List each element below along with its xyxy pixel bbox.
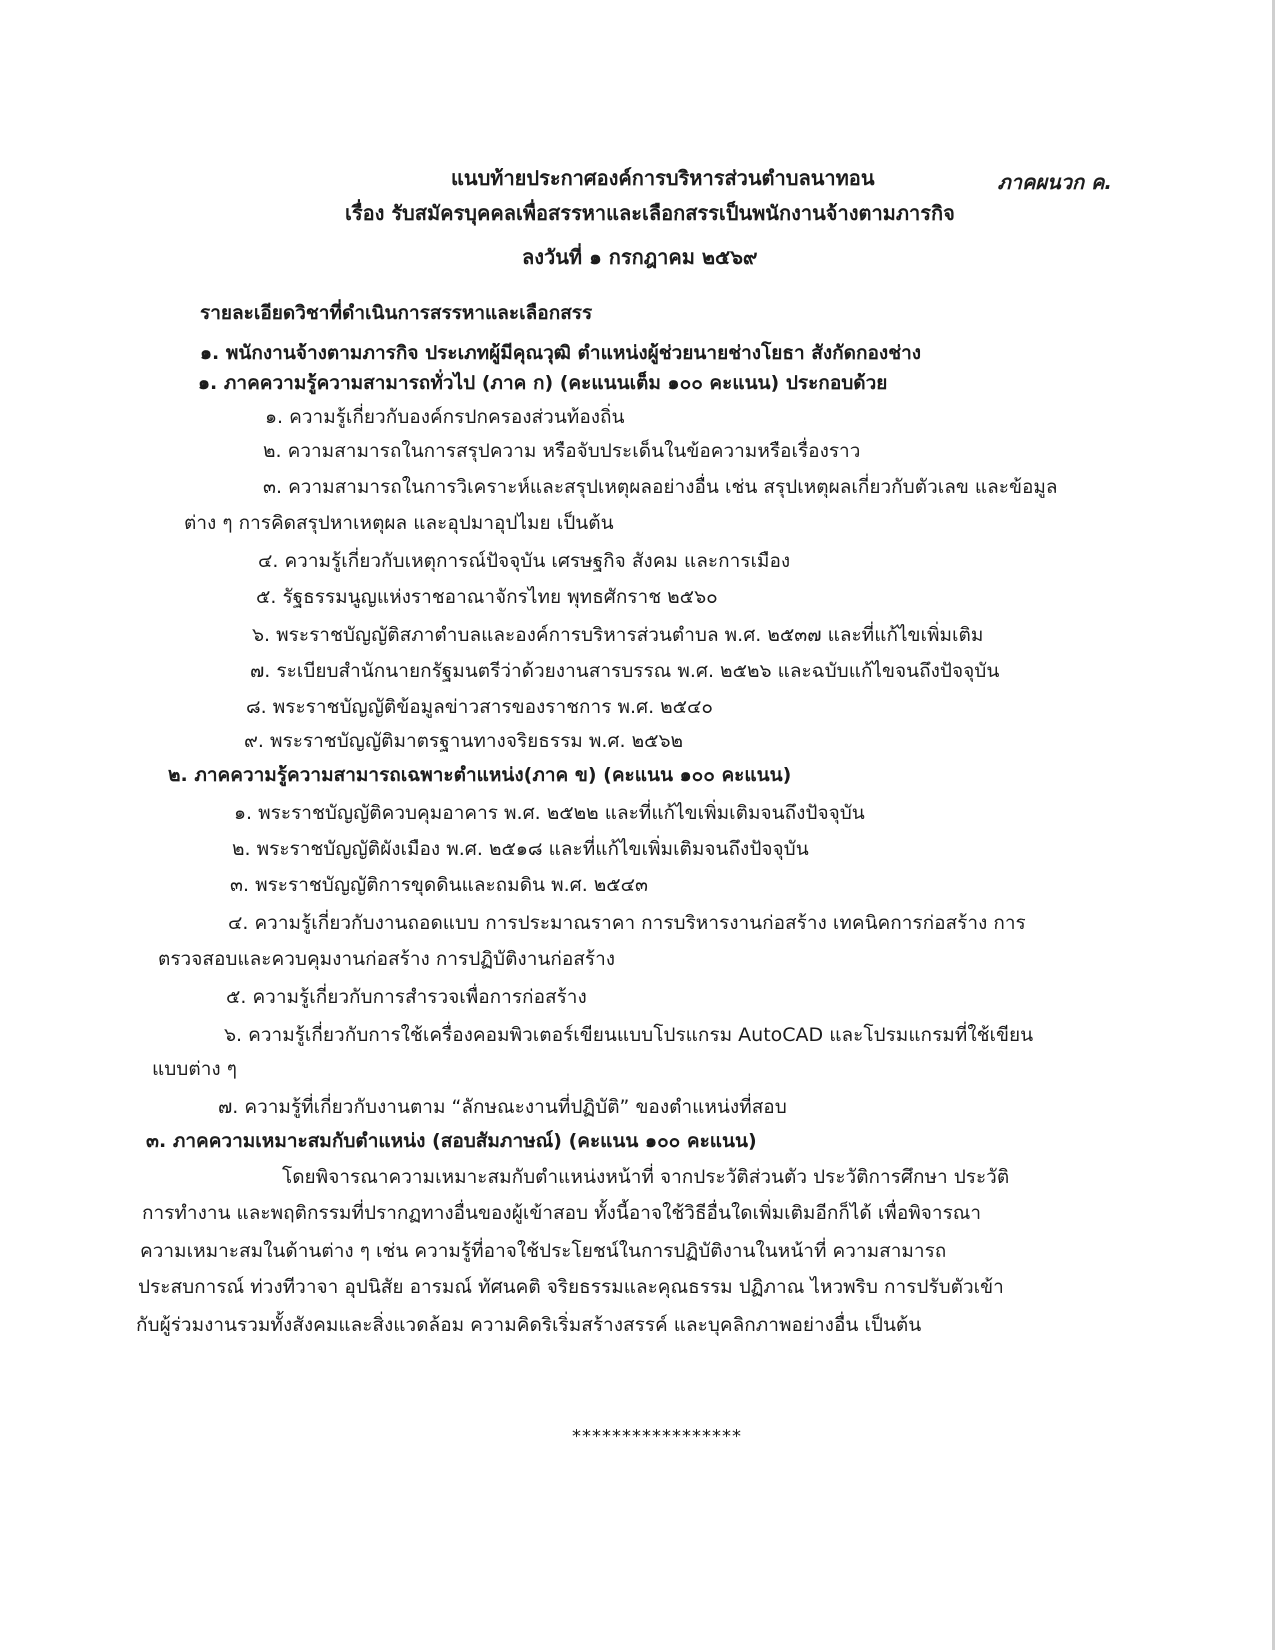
header-line-3: ลงวันที่ ๑ กรกฎาคม ๒๕๖๙ [522,245,758,269]
part3-paragraph-line: กับผู้ร่วมงานรวมทั้งสังคมและสิ่งแวดล้อม ความคิดริเริ่มสร้างสรรค์ และบุคลิกภาพอย่างอื่น เป็นต้น [136,1314,922,1336]
part2-item-cont: แบบต่าง ๆ [152,1058,237,1080]
part1-heading: ๑. ภาคความรู้ความสามารถทั่วไป (ภาค ก) (คะแนนเต็ม ๑๐๐ คะแนน) ประกอบด้วย [198,372,888,394]
part1-item-cont: ต่าง ๆ การคิดสรุปหาเหตุผล และอุปมาอุปไมย เป็นต้น [184,512,614,534]
end-of-document-mark: ***************** [572,1426,742,1447]
header-line-2: เรื่อง รับสมัครบุคคลเพื่อสรรหาและเลือกสรรเป็นพนักงานจ้างตามภารกิจ [345,201,955,225]
part1-item: ๖. พระราชบัญญัติสภาตำบลและองค์การบริหารส่วนตำบล พ.ศ. ๒๕๓๗ และที่แก้ไขเพิ่มเติม [252,624,984,646]
part1-item: ๙. พระราชบัญญัติมาตรฐานทางจริยธรรม พ.ศ. ๒๕๖๒ [244,730,684,752]
part3-paragraph-line: การทำงาน และพฤติกรรมที่ปรากฏทางอื่นของผู้เข้าสอบ ทั้งนี้อาจใช้วิธีอื่นใดเพิ่มเติมอีกก็ได้ เพื่อพิจารณา [142,1202,982,1224]
position-line: ๑. พนักงานจ้างตามภารกิจ ประเภทผู้มีคุณวุฒิ ตำแหน่งผู้ช่วยนายช่างโยธา สังกัดกองช่าง [200,342,922,364]
part1-item: ๓. ความสามารถในการวิเคราะห์และสรุปเหตุผลอย่างอื่น เช่น สรุปเหตุผลเกี่ยวกับตัวเลข และข้อมูล [263,476,1058,498]
part1-item: ๘. พระราชบัญญัติข้อมูลข่าวสารของราชการ พ.ศ. ๒๕๔๐ [246,696,714,718]
part2-item: ๖. ความรู้เกี่ยวกับการใช้เครื่องคอมพิวเตอร์เขียนแบบโปรแกรม AutoCAD และโปรมแกรมที่ใช้เขียน [224,1024,1034,1046]
part2-item: ๑. พระราชบัญญัติควบคุมอาคาร พ.ศ. ๒๕๒๒ และที่แก้ไขเพิ่มเติมจนถึงปัจจุบัน [234,802,865,824]
part3-paragraph-line: ประสบการณ์ ท่วงทีวาจา อุปนิสัย อารมณ์ ทัศนคติ จริยธรรมและคุณธรรม ปฏิภาณ ไหวพริบ การปรับตัวเข้า [138,1276,1004,1298]
part3-heading: ๓. ภาคความเหมาะสมกับตำแหน่ง (สอบสัมภาษณ์) (คะแนน ๑๐๐ คะแนน) [146,1130,757,1152]
part1-item: ๗. ระเบียบสำนักนายกรัฐมนตรีว่าด้วยงานสารบรรณ พ.ศ. ๒๕๒๖ และฉบับแก้ไขจนถึงปัจจุบัน [250,660,1000,682]
part2-item: ๗. ความรู้ที่เกี่ยวกับงานตาม “ลักษณะงานที่ปฏิบัติ” ของตำแหน่งที่สอบ [218,1096,787,1118]
part3-paragraph-line: ความเหมาะสมในด้านต่าง ๆ เช่น ความรู้ที่อาจใช้ประโยชน์ในการปฏิบัติงานในหน้าที่ ความสามารถ [140,1240,947,1262]
header-line-1: แนบท้ายประกาศองค์การบริหารส่วนตำบลนาทอน [451,166,875,190]
part2-heading: ๒. ภาคความรู้ความสามารถเฉพาะตำแหน่ง(ภาค ข) (คะแนน ๑๐๐ คะแนน) [168,764,792,786]
appendix-label: ภาคผนวก ค. [997,170,1112,194]
part1-item: ๔. ความรู้เกี่ยวกับเหตุการณ์ปัจจุบัน เศรษฐกิจ สังคม และการเมือง [258,550,791,572]
part1-item: ๕. รัฐธรรมนูญแห่งราชอาณาจักรไทย พุทธศักราช ๒๕๖๐ [256,586,718,608]
part3-paragraph-line: โดยพิจารณาความเหมาะสมกับตำแหน่งหน้าที่ จากประวัติส่วนตัว ประวัติการศึกษา ประวัติ [282,1166,1010,1188]
part2-item: ๒. พระราชบัญญัติผังเมือง พ.ศ. ๒๕๑๘ และที่แก้ไขเพิ่มเติมจนถึงปัจจุบัน [232,838,809,860]
part2-item: ๓. พระราชบัญญัติการขุดดินและถมดิน พ.ศ. ๒๕๔๓ [230,874,649,896]
intro-heading: รายละเอียดวิชาที่ดำเนินการสรรหาและเลือกสรร [200,302,593,324]
part2-item-cont: ตรวจสอบและควบคุมงานก่อสร้าง การปฏิบัติงานก่อสร้าง [158,948,616,970]
part2-item: ๔. ความรู้เกี่ยวกับงานถอดแบบ การประมาณราคา การบริหารงานก่อสร้าง เทคนิคการก่อสร้าง การ [228,912,1026,934]
part1-item: ๒. ความสามารถในการสรุปความ หรือจับประเด็นในข้อความหรือเรื่องราว [263,440,861,462]
part2-item: ๕. ความรู้เกี่ยวกับการสำรวจเพื่อการก่อสร้าง [226,986,587,1008]
part1-item: ๑. ความรู้เกี่ยวกับองค์กรปกครองส่วนท้องถิ่น [265,406,625,428]
